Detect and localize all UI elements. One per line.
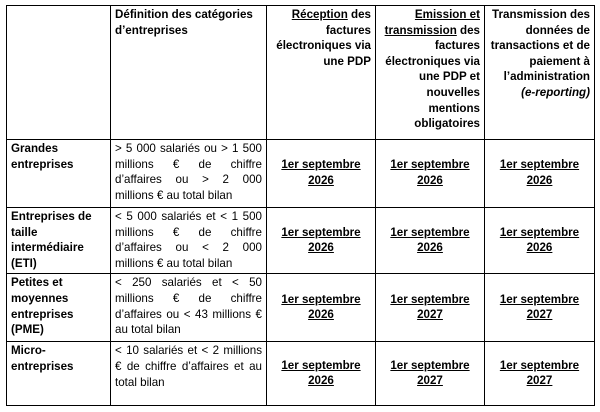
ereporting-date-cell: 1er septembre 2027: [485, 342, 595, 406]
header-empty-cell: [7, 6, 111, 140]
ereporting-date-cell: 1er septembre 2026: [485, 140, 595, 208]
emission-date-cell: 1er septembre 2027: [376, 274, 485, 342]
header-emission-underlined: Emission et transmission: [384, 8, 480, 37]
invoicing-calendar-table: [6, 5, 595, 406]
table-row: [7, 140, 595, 208]
definition-cell: < 250 salariés et < 50 millions € de chiffre d’affaires ou < 43 millions € au total bilan: [111, 274, 267, 342]
header-reception: [267, 6, 376, 140]
category-cell: Entreprises de taille intermédiaire (ETI): [7, 208, 111, 274]
reception-date-cell: 1er septembre 2026: [267, 342, 376, 406]
reception-date-cell: 1er septembre 2026: [267, 274, 376, 342]
header-emission-rest: des factures électroniques via une PDP et nouvelles mentions obligatoires: [385, 23, 480, 131]
emission-date-cell: 1er septembre 2026: [376, 140, 485, 208]
header-reception-rest: des factures électroniques via une PDP: [276, 8, 371, 68]
emission-date-cell: 1er septembre 2026: [376, 208, 485, 274]
table-row: [7, 208, 595, 274]
header-emission: [376, 6, 485, 140]
header-reception-underlined: Réception: [291, 8, 348, 21]
emission-date-cell: 1er septembre 2027: [376, 342, 485, 406]
definition-cell: > 5 000 salariés ou > 1 500 millions € de chiffre d’affaires ou > 2 000 millions € au total bilan: [111, 140, 267, 208]
reception-date-cell: 1er septembre 2026: [267, 208, 376, 274]
definition-cell: < 5 000 salariés et < 1 500 millions € de chiffre d’affaires ou < 2 000 millions € au total bilan: [111, 208, 267, 274]
reception-date-cell: 1er septembre 2026: [267, 140, 376, 208]
header-row: [7, 6, 595, 140]
definition-cell: < 10 salariés et < 2 millions € de chiffre d’affaires et au total bilan: [111, 342, 267, 406]
category-cell: Grandes entreprises: [7, 140, 111, 208]
table-row: [7, 342, 595, 406]
table-row: [7, 274, 595, 342]
header-definition: Définition des catégories d’entreprises: [111, 6, 267, 140]
header-ereporting: [485, 6, 595, 140]
category-cell: Micro-entreprises: [7, 342, 111, 406]
ereporting-date-cell: 1er septembre 2026: [485, 208, 595, 274]
category-cell: Petites et moyennes entreprises (PME): [7, 274, 111, 342]
header-ereporting-main: Transmission des données de transactions et de paiement à l’administration: [490, 8, 590, 84]
ereporting-date-cell: 1er septembre 2027: [485, 274, 595, 342]
header-ereporting-italic: (e-reporting): [521, 85, 590, 99]
